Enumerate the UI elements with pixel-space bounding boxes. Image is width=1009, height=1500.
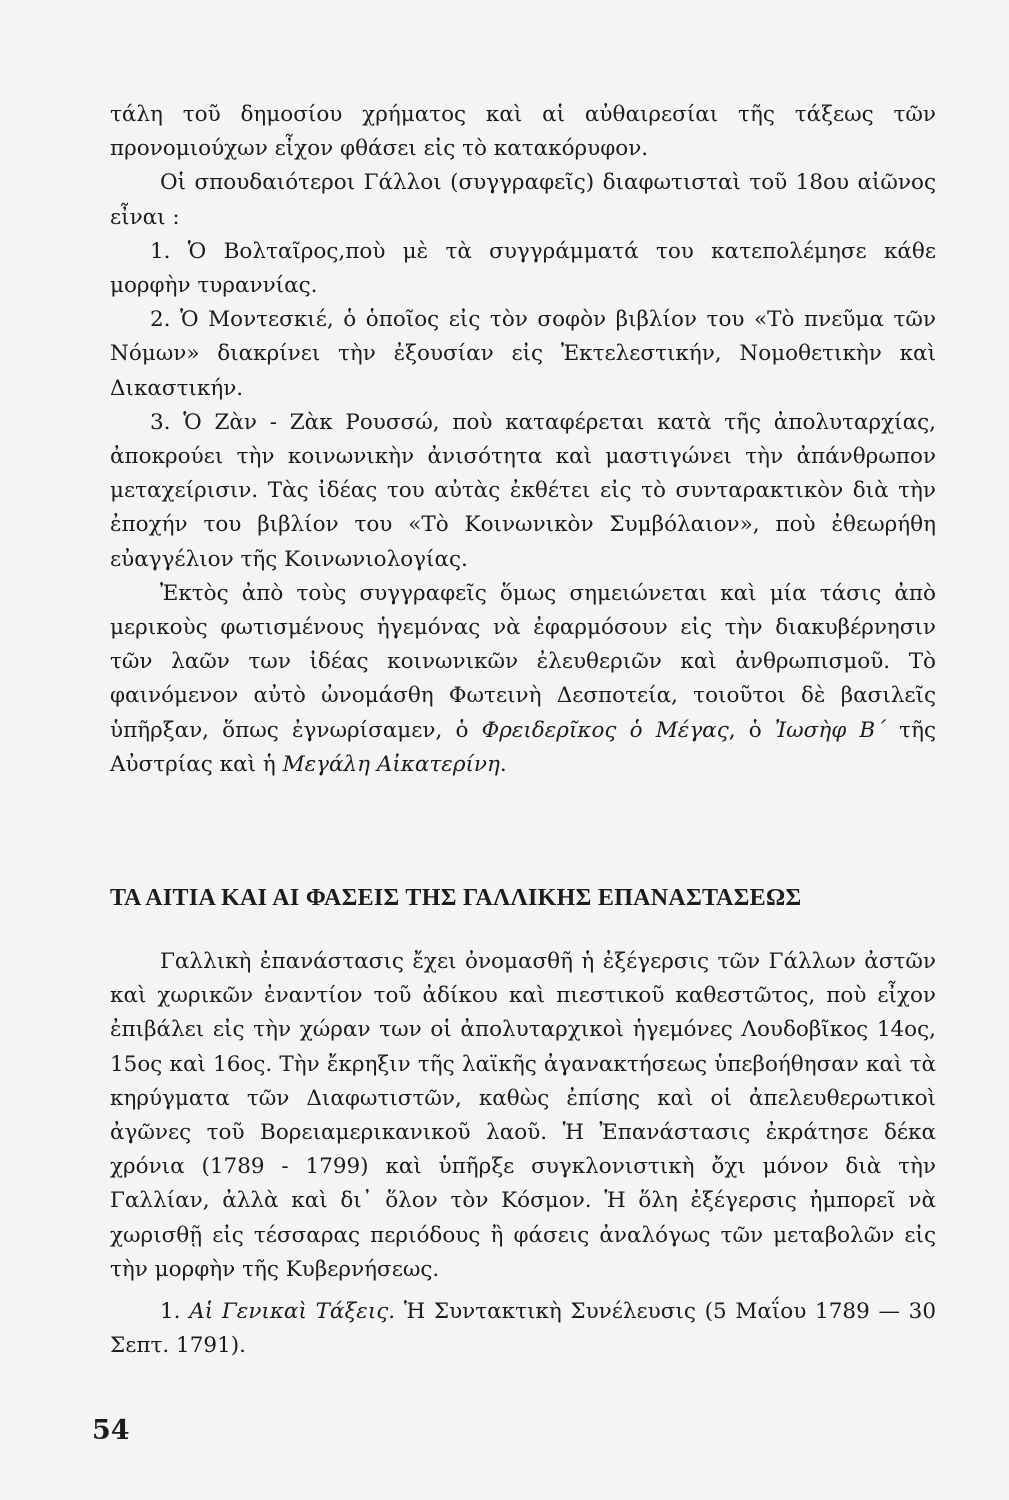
bottom-text-block [110, 945, 936, 1363]
phase-1-title: Αἱ Γενικαὶ Τάξεις. [189, 1299, 396, 1325]
name-catherine: Μεγάλη Αἰκατερίνη [282, 751, 500, 777]
list-item-rousseau: 3. Ὁ Ζὰν - Ζὰκ Ρουσσώ, ποὺ καταφέρεται κατὰ τῆς ἀπολυταρχίας, ἀποκρούει τὴν κοινωνικὴν ἀνισότητα καὶ μαστιγώνει τὴν ἀπάνθρωπον μεταχείρισιν. Τὰς ἰδέας του αὐτὰς ἐκθέτει εἰς τὸ συνταρακτικὸν διὰ τὴν ἐποχήν του βιβλίον του «Τὸ Κοινωνικὸν Συμβόλαιον», ποὺ ἐθεωρήθη εὐαγγέλιον τῆς Κοινωνιολογίας. [110, 409, 936, 572]
opening-paragraph: τάλη τοῦ δημοσίου χρήματος καὶ αἱ αὐθαιρεσίαι τῆς τάξεως τῶν προνομιούχων εἶχον φθάσει εἰς τὸ κατακόρυφον. [110, 102, 936, 162]
revolution-paragraph: Γαλλικὴ ἐπανάστασις ἔχει ὀνομασθῆ ἡ ἐξέγερσις τῶν Γάλλων ἀστῶν καὶ χωρικῶν ἐναντίον τοῦ ἀδίκου καὶ πιεστικοῦ καθεστῶτος, ποὺ εἶχον ἐπιβάλει εἰς τὴν χώραν των οἱ ἀπολυταρχικοὶ ἡγεμόνες Λουδοβῖκος 14ος, 15ος καὶ 16ος. Τὴν ἔκρηξιν τῆς λαϊκῆς ἀγανακτήσεως ὑπεβοήθησαν καὶ τὰ κηρύγματα τῶν Διαφωτιστῶν, καθὼς ἐπίσης καὶ οἱ ἀπελευθερωτικοὶ ἀγῶνες τοῦ Βορειαμερικανικοῦ λαοῦ. Ἡ Ἐπανάστασις ἐκράτησε δέκα χρόνια (1789 - 1799) καὶ ὑπῆρξε συγκλονιστικὴ ὄχι μόνον διὰ τὴν Γαλλίαν, ἀλλὰ καὶ δι᾽ ὅλον τὸν Κόσμον. Ἡ ὅλη ἐξέγερσις ἠμπορεῖ νὰ χωρισθῇ εἰς τέσσαρας περιόδους ἢ φάσεις ἀναλόγως τῶν μεταβολῶν εἰς τὴν μορφὴν τῆς Κυβερνήσεως. [110, 949, 936, 1282]
phase-1-number: 1. [160, 1299, 190, 1325]
separator-2: τῆς Αὐστρίας καὶ ἡ [110, 717, 937, 777]
phase-1-text: Ἡ Συντακτικὴ Συνέλευσις (5 Μαΐου 1789 — 30 Σεπτ. 1791). [110, 1299, 937, 1359]
separator-1: , ὁ [728, 717, 775, 743]
name-frederick: Φρειδερῖκος ὁ Μέγας [481, 717, 729, 743]
list-item-voltaire: 1. Ὁ Βολταῖρος,ποὺ μὲ τὰ συγγράμματά του κατεπολέμησε κάθε μορφὴν τυραννίας. [110, 238, 936, 299]
section-heading: ΤΑ ΑΙΤΙΑ ΚΑΙ ΑΙ ΦΑΣΕΙΣ ΤΗΣ ΓΑΛΛΙΚΗΣ ΕΠΑΝΑΣΤΑΣΕΩΣ [110, 885, 802, 911]
paragraph-end: . [499, 751, 507, 777]
page-number: 54 [92, 1415, 130, 1446]
top-text-block [110, 98, 936, 782]
enlighteners-intro: Οἱ σπουδαιότεροι Γάλλοι (συγγραφεῖς) διαφωτισταὶ τοῦ 18ου αἰῶνος εἶναι : [110, 170, 936, 230]
enlightened-despotism-paragraph [110, 577, 936, 782]
name-joseph: Ἰωσὴφ Β΄ [774, 717, 886, 743]
list-item-montesquieu: 2. Ὁ Μοντεσκιέ, ὁ ὁποῖος εἰς τὸν σοφὸν βιβλίον του «Τὸ πνεῦμα τῶν Νόμων» διακρίνει τὴν ἐξουσίαν εἰς Ἐκτελεστικήν, Νομοθετικὴν καὶ Δικαστικήν. [110, 307, 936, 401]
enlightened-text: Ἐκτὸς ἀπὸ τοὺς συγγραφεῖς ὅμως σημειώνεται καὶ μία τάσις ἀπὸ μερικοὺς φωτισμένους ἡγεμόνας νὰ ἐφαρμόσουν εἰς τὴν διακυβέρνησιν τῶν λαῶν των ἰδέας κοινωνικῶν ἐλευθεριῶν καὶ ἀνθρωπισμοῦ. Τὸ φαινόμενον αὐτὸ ὠνομάσθη Φωτεινὴ Δεσποτεία, τοιοῦτοι δὲ βασιλεῖς ὑπῆρξαν, ὅπως ἐγνωρίσαμεν, ὁ [110, 580, 936, 743]
phase-1-paragraph [110, 1295, 936, 1363]
